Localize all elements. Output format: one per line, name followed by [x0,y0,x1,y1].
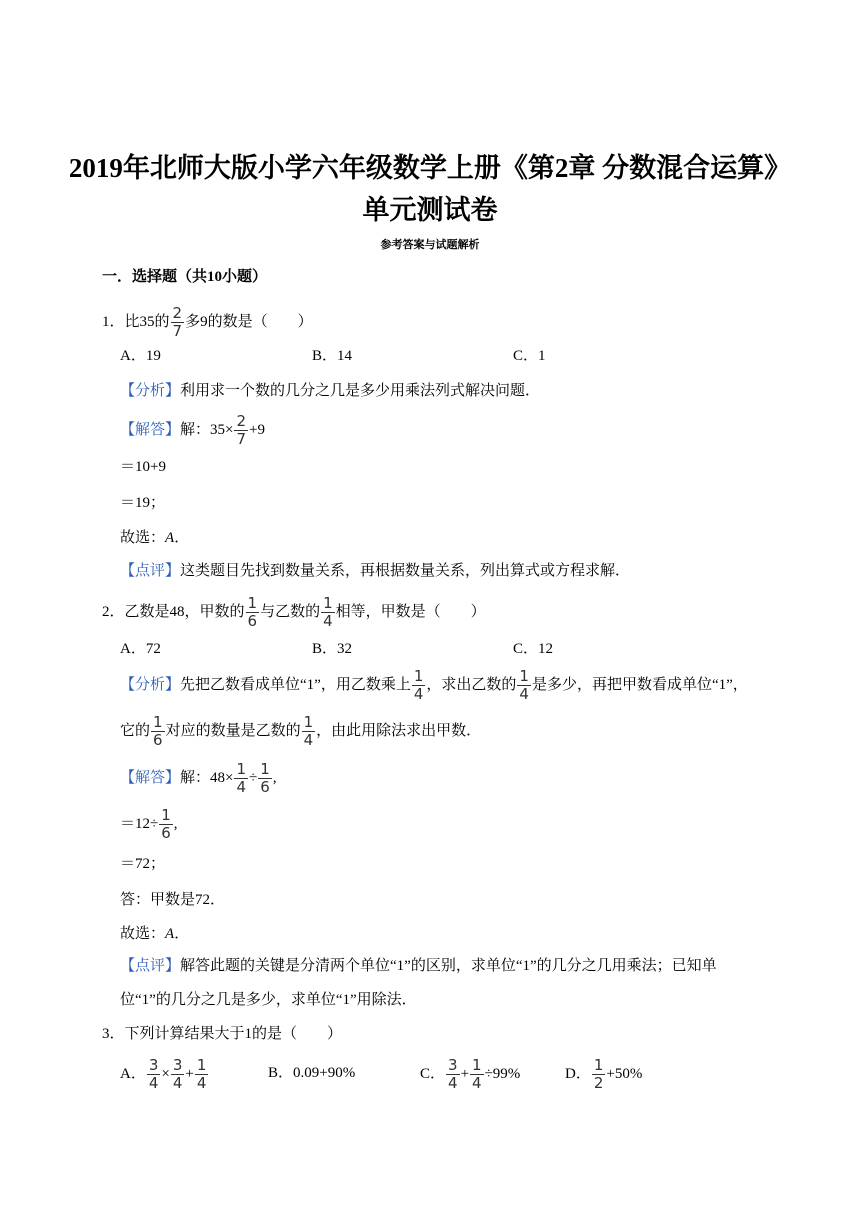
answer-tag: 【解答】 [120,421,181,438]
fraction-1-4: $\frac{1}{4}$ [519,667,529,703]
fraction-1-4: $\frac{1}{4}$ [303,713,314,749]
option-d-label: D． [565,1065,591,1082]
question-3-option-d [565,1058,642,1091]
fraction-1-4: $\frac{1}{4}$ [413,667,424,703]
document-subtitle: 参考答案与试题解析 [380,239,480,251]
analysis-text-b: ，求出乙数的 [426,676,517,693]
comment-text-a: 解答此题的关键是分清两个单位“1”的区别，求单位“1”的几分之几用乘法；已知单 [180,958,717,974]
question-2-step-2: ＝72； [120,856,166,872]
fraction-2-7: $\frac{2}{7}$ [236,412,247,448]
document-title-line-2: 单元测试卷 [362,195,498,225]
question-1-comment [120,564,630,579]
analysis-text-f: ，由此用除法求出甲数． [316,722,482,739]
option-a-label: A． [120,1065,146,1082]
analysis-text-c: 是多少，再把甲数看成单位“1”， [531,676,748,693]
question-2-option-a: A．72 [120,641,161,657]
fraction-3-4: $\frac{3}{4}$ [448,1056,458,1092]
fraction-2-7: $\frac{2}{7}$ [172,304,183,340]
answer-tag: 【解答】 [120,769,181,786]
choice-letter: A [165,926,175,942]
analysis-text-d: 它的 [120,722,151,739]
option-d-end: +50% [606,1065,643,1082]
answer-text-b: +9 [249,421,265,438]
fraction-1-4: $\frac{1}{4}$ [196,1056,207,1092]
answer-text-a: 解：48× [180,769,234,786]
question-1-answer [120,414,265,447]
question-2-step-1 [120,808,178,841]
analysis-tag: 【分析】 [120,676,181,693]
question-2-analysis-line-1 [120,669,748,702]
question-2-comment-line-1 [120,959,717,974]
choice-letter: A [165,530,175,546]
question-1-step-1: ＝10+9 [120,459,166,475]
fraction-1-6: $\frac{1}{6}$ [153,713,163,749]
question-2-stem-text-a: 2．乙数是48，甲数的 [102,603,245,620]
plus-sign: + [460,1065,470,1082]
question-1-option-b: B．14 [312,348,353,364]
question-1-stem [102,306,313,339]
fraction-1-4: $\frac{1}{4}$ [323,594,333,630]
analysis-tag: 【分析】 [120,383,181,399]
analysis-text: 利用求一个数的几分之几是多少用乘法列式解决问题． [180,383,541,399]
choice-label: 故选： [120,530,166,546]
question-1-analysis [120,384,540,399]
comment-text: 这类题目先找到数量关系，再根据数量关系，列出算式或方程求解． [180,563,631,579]
question-3-stem: 3．下列计算结果大于1的是（ ） [102,1026,343,1042]
question-2-analysis-line-2 [120,715,481,748]
fraction-1-6: $\frac{1}{6}$ [161,806,171,842]
question-1-option-a: A．19 [120,348,161,364]
fraction-3-4: $\frac{3}{4}$ [148,1056,159,1092]
question-2-choice [120,927,189,942]
comment-tag: 【点评】 [120,563,181,579]
comment-tag: 【点评】 [120,958,181,974]
plus-sign: + [185,1065,194,1082]
question-1-option-c: C．1 [513,348,546,364]
fraction-1-6: $\frac{1}{6}$ [247,594,258,630]
question-2-stem [102,596,486,629]
choice-end: ． [174,530,190,546]
option-c-end: ÷99% [484,1065,521,1082]
question-1-stem-text-a: 1．比35的 [102,313,170,330]
fraction-1-6: $\frac{1}{6}$ [260,760,270,796]
answer-text-a: 解：35× [180,421,234,438]
question-2-stem-text-b: 与乙数的 [260,603,321,620]
fraction-1-2: $\frac{1}{2}$ [593,1056,604,1092]
question-2-comment-line-2: 位“1”的几分之几是多少，求单位“1”用除法． [120,992,417,1008]
question-3-option-b: B．0.09+90% [268,1065,356,1081]
choice-label: 故选： [120,926,166,942]
question-2-option-b: B．32 [312,641,353,657]
option-c-label: C． [420,1065,446,1082]
question-3-option-c [420,1058,520,1091]
fraction-3-4: $\frac{3}{4}$ [172,1056,183,1092]
question-1-step-2: ＝19； [120,495,166,511]
step-1-text: ＝12÷ [120,815,159,832]
fraction-1-4: $\frac{1}{4}$ [236,760,247,796]
choice-end: ． [174,926,190,942]
question-1-stem-text-b: 多9的数是（ ） [185,313,313,330]
fraction-1-4: $\frac{1}{4}$ [472,1056,482,1092]
document-title-line-1: 2019年北师大版小学六年级数学上册《第2章 分数混合运算》 [68,153,792,183]
question-2-option-c: C．12 [513,641,554,657]
section-heading: 一．选择题（共10小题） [102,269,268,285]
answer-end: , [272,769,277,786]
analysis-text-e: 对应的数量是乙数的 [165,722,301,739]
question-2-answer [120,762,277,795]
times-sign: × [161,1065,170,1082]
question-2-stem-text-c: 相等，甲数是（ ） [335,603,486,620]
question-2-reply: 答：甲数是72． [120,892,226,908]
question-1-choice [120,531,189,546]
question-3-option-a [120,1058,209,1091]
divide-sign: ÷ [249,769,258,786]
step-1-end: , [173,815,178,832]
analysis-text-a: 先把乙数看成单位“1”，用乙数乘上 [180,676,411,693]
